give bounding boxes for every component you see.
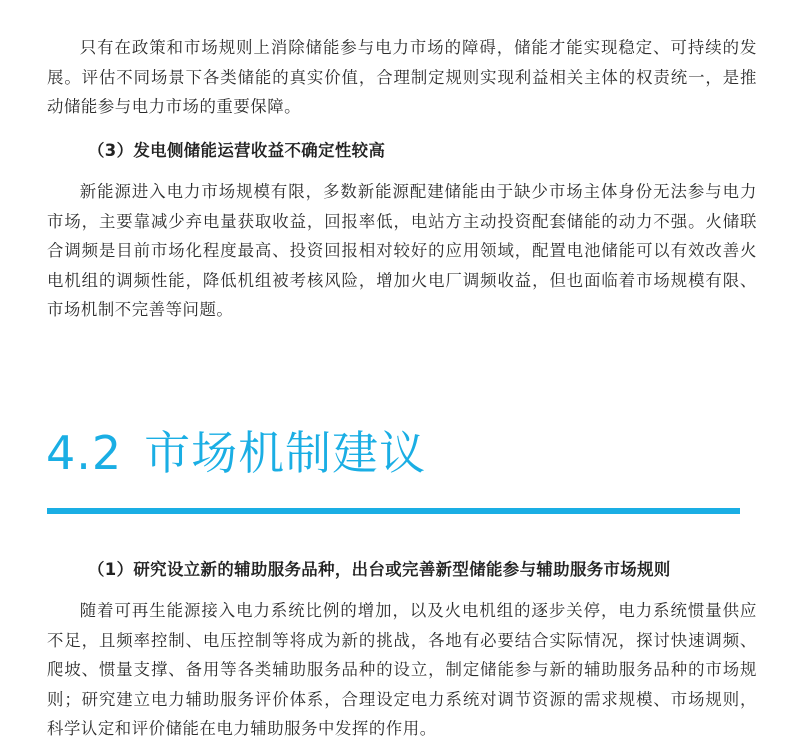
body-paragraph-generation-side-revenue: 新能源进入电力市场规模有限，多数新能源配建储能由于缺少市场主体身份无法参与电力市场，主要靠减少弃电量获取收益，回报率低，电站方主动投资配套储能的动力不强。火储联合调频是目前市场化程度最高、投资回报相对较好的应用领域，配置电池储能可以有效改善火电机组的调频性能，降低机组被考核风险，增加火电厂调频收益，但也面临着市场规模有限、市场机制不完善等问题。 [47,182,757,319]
body-paragraph-ancillary-services: 随着可再生能源接入电力系统比例的增加，以及火电机组的逐步关停，电力系统惯量供应不足，且频率控制、电压控制等将成为新的挑战，各地有必要结合实际情况，探讨快速调频、爬坡、惯量支撑、备用等各类辅助服务品种的设立，制定储能参与新的辅助服务品种的市场规则；研究建立电力辅助服务评价体系，合理设定电力系统对调节资源的需求规模、市场规则，科学认定和评价储能在电力辅助服务中发挥的作用。 [47,601,757,738]
body-paragraph-policy-barriers: 只有在政策和市场规则上消除储能参与电力市场的障碍，储能才能实现稳定、可持续的发展。评估不同场景下各类储能的真实价值，合理制定规则实现利益相关主体的权责统一，是推动储能参与电力市场的重要保障。 [47,38,757,116]
section-number: 4.2 [46,426,123,480]
section-divider [47,508,740,514]
section-heading [46,418,426,488]
subheading-generation-side-storage: （3）发电侧储能运营收益不确定性较高 [88,141,386,160]
section-title-text: 市场机制建议 [144,426,427,480]
subheading-ancillary-services: （1）研究设立新的辅助服务品种，出台或完善新型储能参与辅助服务市场规则 [88,560,671,579]
